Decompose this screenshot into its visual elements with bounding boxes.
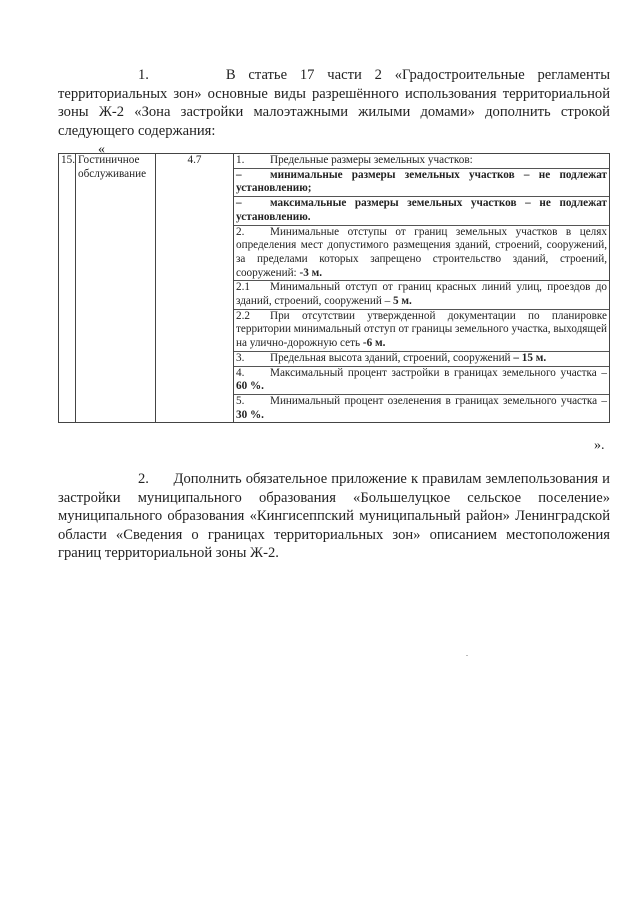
paragraph-2-number: 2. xyxy=(138,471,149,487)
param-lead: – xyxy=(236,197,242,210)
param-value: 60 %. xyxy=(236,380,264,393)
param-lead: 2.1 xyxy=(236,281,250,294)
param-value: 30 %. xyxy=(236,408,264,421)
param-text: Минимальный процент озеленения в границах земельного участка – xyxy=(270,394,607,407)
param-text: Максимальный процент застройки в границах земельного участка – xyxy=(270,366,607,379)
param-row xyxy=(234,366,609,394)
param-lead: 2.2 xyxy=(236,309,250,322)
param-row xyxy=(234,394,609,422)
paragraph-2 xyxy=(58,470,610,563)
param-lead: 3. xyxy=(236,351,245,364)
use-type-code: 4.7 xyxy=(156,154,234,423)
param-lead: 2. xyxy=(236,225,245,238)
param-row xyxy=(234,351,609,366)
scan-speck xyxy=(466,655,468,656)
param-row xyxy=(234,196,609,224)
table-row xyxy=(59,154,610,423)
paragraph-1-number: 1. xyxy=(138,67,149,83)
paragraph-2-text: Дополнить обязательное приложение к правилам землепользования и застройки муниципального образования «Большелуцкое сельское поселение» муниципального образования «Кингисеппский муниципальный район» Ленинградской области «Сведения о границах территориальных зон» описанием местоположения границ территориальной зоны Ж-2. xyxy=(58,471,610,561)
param-lead: – xyxy=(236,168,242,181)
param-value: -3 м. xyxy=(299,266,323,279)
row-number: 15. xyxy=(59,154,76,423)
regulation-table xyxy=(58,153,610,423)
param-value: 5 м. xyxy=(393,295,412,308)
param-lead: 5. xyxy=(236,394,245,407)
param-row xyxy=(236,154,607,168)
use-type-name: Гостиничное обслуживание xyxy=(76,154,156,423)
closing-quote: ». xyxy=(594,438,605,453)
param-value: – 15 м. xyxy=(513,351,547,364)
paragraph-1-text: В статье 17 части 2 «Градостроительные регламенты территориальных зон» основные виды разрешённого использования территориальной зоны Ж-2 «Зона застройки малоэтажными жилыми домами» дополнить строкой следующего содержания: xyxy=(58,67,610,139)
param-text: Предельные размеры земельных участков: xyxy=(270,154,473,166)
param-row xyxy=(234,309,609,351)
param-text: Минимальный отступ от границ красных линий улиц, проездов до зданий, строений, сооружений – xyxy=(236,281,607,308)
opening-quote: « xyxy=(98,142,105,157)
param-text: Предельная высота зданий, строений, сооружений xyxy=(270,351,514,364)
param-row xyxy=(234,225,609,281)
param-lead: 4. xyxy=(236,366,245,379)
param-lead: 1. xyxy=(236,154,245,166)
param-text: Минимальные отступы от границ земельных участков в целях определения мест допустимого размещения зданий, строений, сооружений, за пределами которых запрещено строительство зданий, строений, сооружений: xyxy=(236,225,607,279)
parameters-cell xyxy=(234,154,610,423)
param-text: максимальные размеры земельных участков – не подлежат установлению. xyxy=(236,197,607,223)
param-row xyxy=(234,168,609,196)
param-value: -6 м. xyxy=(362,337,386,350)
param-text: минимальные размеры земельных участков – не подлежат установлению; xyxy=(236,168,607,195)
paragraph-1 xyxy=(58,66,610,140)
param-row xyxy=(234,280,609,308)
param-text: При отсутствии утвержденной документации по планировке территории минимальный отступ от границы земельного участка, выходящей на улично-дорожную сеть xyxy=(236,309,607,350)
